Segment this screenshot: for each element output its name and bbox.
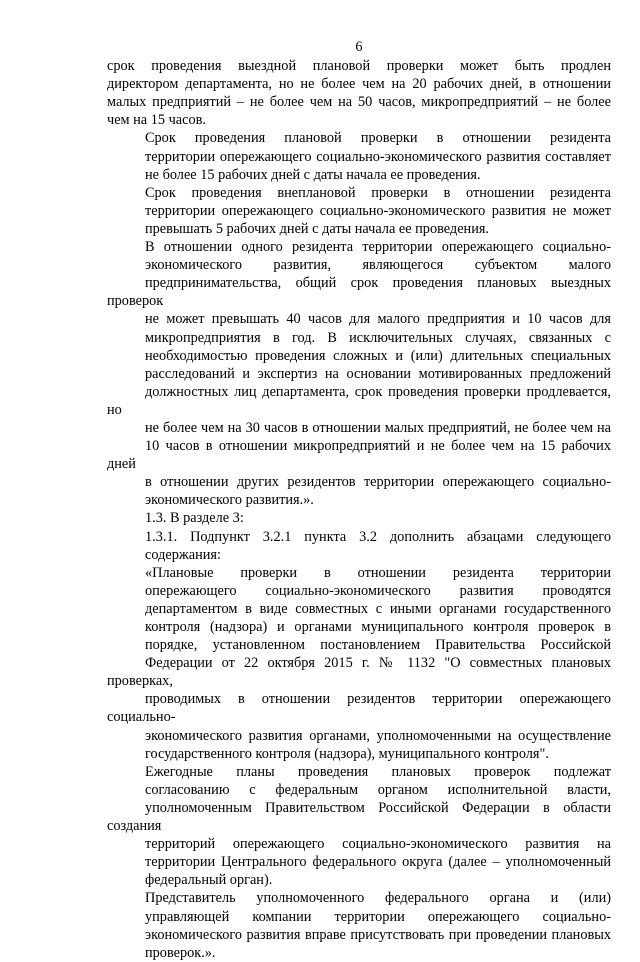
text-line: в отношении других резидентов территории опережающего социально- xyxy=(145,474,611,491)
text-line: экономического развития органами, уполномоченными на осуществление xyxy=(145,727,611,744)
text-line: Ежегодные планы проведения плановых проверок подлежат xyxy=(145,763,611,780)
text-line: не более 15 рабочих дней с даты начала ее проведения. xyxy=(145,166,481,183)
text-line: экономического развития.». xyxy=(145,492,314,509)
paragraph xyxy=(107,889,611,961)
text-line: не более чем на 30 часов в отношении малых предприятий, не более чем на xyxy=(145,419,611,436)
text-line: территории Центрального федерального округа (далее – уполномоченный xyxy=(145,854,611,871)
document-page xyxy=(107,38,611,962)
text-line: федеральный орган). xyxy=(145,872,273,889)
paragraph xyxy=(107,763,611,890)
paragraph xyxy=(107,238,611,509)
paragraph xyxy=(107,129,611,183)
text-line: чем на 15 часов. xyxy=(107,112,206,129)
document-body xyxy=(107,57,611,962)
text-line: Срок проведения внеплановой проверки в отношении резидента xyxy=(145,184,611,201)
text-line: В отношении одного резидента территории опережающего социально- xyxy=(145,239,611,256)
text-line: территорий опережающего социально-экономического развития на xyxy=(145,836,611,853)
text-line: контроля (надзора) и органами муниципального контроля проверок в xyxy=(145,619,611,635)
text-line: должностных лиц департамента, срок проведения проверки продлевается, но xyxy=(107,383,611,418)
text-line: проверок.». xyxy=(145,944,216,961)
text-line: экономического развития, являющегося субъектом малого xyxy=(145,257,611,274)
text-line: предпринимательства, общий срок проведения плановых выездных проверок xyxy=(107,275,611,310)
text-line: проводимых в отношении резидентов территории опережающего социально- xyxy=(107,691,611,726)
text-line: порядке, установленном постановлением Правительства Российской xyxy=(145,637,611,654)
text-line: микропредприятия в год. В исключительных случаях, связанных с xyxy=(145,329,611,346)
text-line: 1.3.1. Подпункт 3.2.1 пункта 3.2 дополнить абзацами следующего xyxy=(145,528,611,545)
text-line: согласованию с федеральным органом исполнительной власти, xyxy=(145,781,611,798)
text-line: Представитель уполномоченного федерального органа и (или) xyxy=(145,890,611,907)
text-line: превышать 5 рабочих дней с даты начала ее проведения. xyxy=(145,220,490,237)
text-line: малых предприятий – не более чем на 50 часов, микропредприятий – не более xyxy=(107,94,611,111)
paragraph xyxy=(107,564,611,763)
text-line: территории опережающего социально-экономического развития не может xyxy=(145,202,611,219)
text-line: 10 часов в отношении микропредприятий и не более чем на 15 рабочих дней xyxy=(107,438,611,473)
paragraph xyxy=(107,528,611,564)
text-line: Федерации от 22 октября 2015 г. № 1132 "О совместных плановых проверках, xyxy=(107,655,611,690)
text-line: не может превышать 40 часов для малого предприятия и 10 часов для xyxy=(145,311,611,328)
text-line: расследований и экспертиз на основании мотивированных предложений xyxy=(145,365,611,382)
text-line: экономического развития вправе присутствовать при проведении плановых xyxy=(145,926,611,943)
paragraph xyxy=(107,57,611,129)
page-number: 6 xyxy=(355,39,363,55)
text-line: 1.3. В разделе 3: xyxy=(145,510,244,527)
text-line: Срок проведения плановой проверки в отношении резидента xyxy=(145,130,611,147)
text-line: «Плановые проверки в отношении резидента территории xyxy=(145,564,611,581)
paragraph xyxy=(107,184,611,238)
text-line: государственного контроля (надзора), муниципального контроля". xyxy=(145,745,549,762)
text-line: управляющей компании территории опережающего социально- xyxy=(145,908,611,925)
text-line: опережающего социально-экономического развития проводятся xyxy=(145,582,611,599)
text-line: департаментом в виде совместных с иными органами государственного xyxy=(145,600,611,617)
text-line: территории опережающего социально-экономического развития составляет xyxy=(145,148,611,165)
text-line: необходимостью проведения сложных и (или) длительных специальных xyxy=(145,347,611,364)
paragraph xyxy=(107,509,611,527)
text-line: уполномоченным Правительством Российской Федерации в области создания xyxy=(107,799,611,835)
text-line: директором департамента, но не более чем на 20 рабочих дней, в отношении xyxy=(107,76,611,93)
text-line: срок проведения выездной плановой проверки может быть продлен xyxy=(107,58,611,75)
text-line: содержания: xyxy=(145,546,221,563)
